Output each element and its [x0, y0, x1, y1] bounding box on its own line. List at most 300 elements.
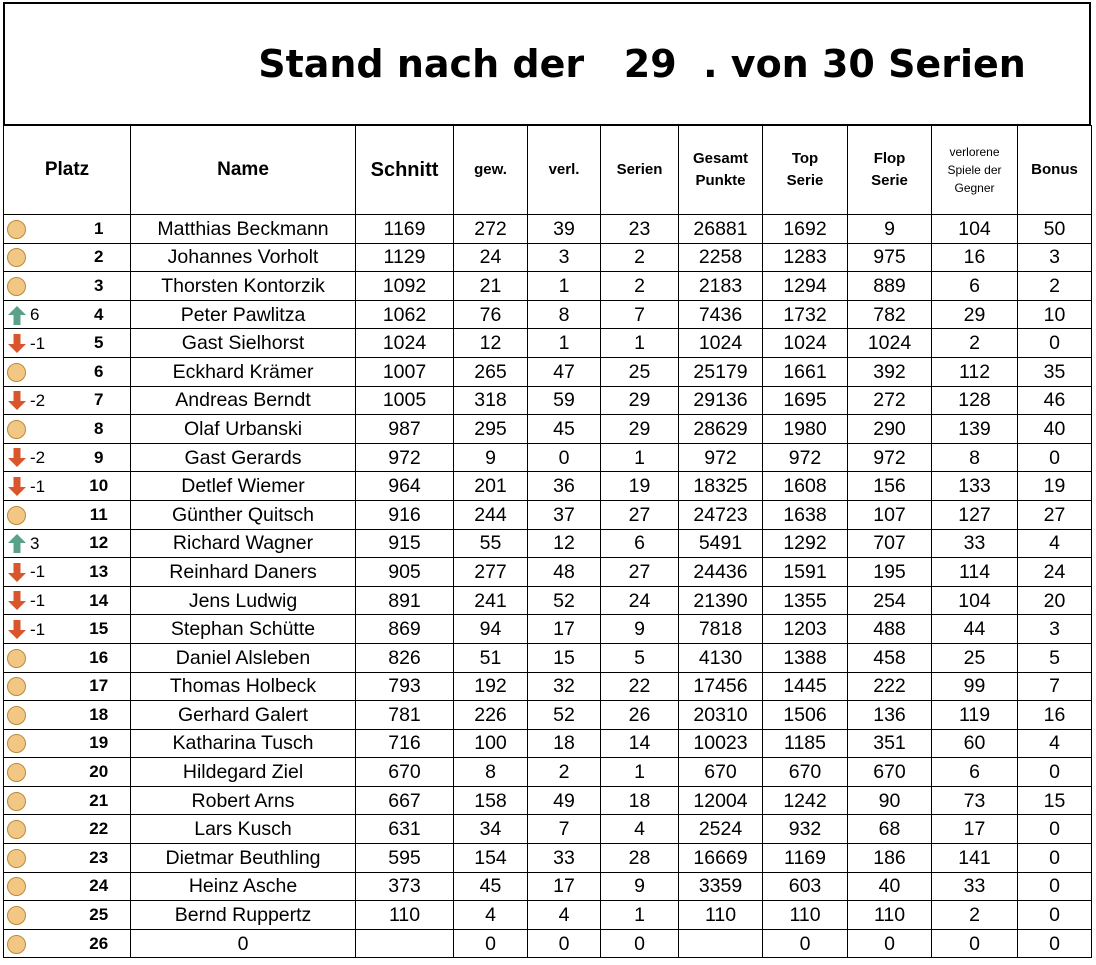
- bonus-cell: 46: [1018, 386, 1092, 415]
- rank-change: -1: [30, 333, 46, 353]
- flop-cell: 110: [848, 901, 932, 930]
- bonus-cell: 0: [1018, 329, 1092, 358]
- name-cell: Gast Sielhorst: [131, 329, 356, 358]
- trend-cell: [4, 558, 68, 587]
- trend-neutral-circle-icon: [7, 677, 26, 696]
- verlorene-cell: 139: [932, 415, 1018, 444]
- name-cell: Thorsten Kontorzik: [131, 272, 356, 301]
- verl-cell: 33: [528, 844, 601, 873]
- bonus-cell: 4: [1018, 729, 1092, 758]
- serien-cell: 9: [601, 872, 679, 901]
- verl-cell: 0: [528, 443, 601, 472]
- rank-cell: 17: [68, 672, 131, 701]
- table-row: [4, 901, 1092, 930]
- rank-cell: 26: [68, 929, 131, 958]
- serien-cell: 2: [601, 272, 679, 301]
- verlorene-cell: 99: [932, 672, 1018, 701]
- trend-cell: [4, 786, 68, 815]
- bonus-cell: 7: [1018, 672, 1092, 701]
- name-cell: Detlef Wiemer: [131, 472, 356, 501]
- verlorene-cell: 119: [932, 701, 1018, 730]
- rank-cell: 21: [68, 786, 131, 815]
- gew-cell: 55: [454, 529, 528, 558]
- trend-cell: [4, 272, 68, 301]
- verl-cell: 32: [528, 672, 601, 701]
- standings-body: [4, 215, 1092, 958]
- gesamt-cell: 670: [679, 758, 763, 787]
- trend-cell: [4, 500, 68, 529]
- bonus-cell: 0: [1018, 844, 1092, 873]
- serien-cell: 4: [601, 815, 679, 844]
- top-cell: 1732: [763, 300, 848, 329]
- schnitt-cell: 667: [356, 786, 454, 815]
- header-name: Name: [131, 126, 356, 215]
- trend-neutral-circle-icon: [7, 734, 26, 753]
- verl-cell: 36: [528, 472, 601, 501]
- title-prefix: Stand nach der: [258, 42, 624, 86]
- flop-cell: 392: [848, 357, 932, 386]
- trend-cell: [4, 901, 68, 930]
- serien-cell: 24: [601, 586, 679, 615]
- trend-neutral-circle-icon: [7, 649, 26, 668]
- table-row: [4, 272, 1092, 301]
- serien-cell: 23: [601, 215, 679, 244]
- gesamt-cell: [679, 929, 763, 958]
- schnitt-cell: 1169: [356, 215, 454, 244]
- schnitt-cell: 972: [356, 443, 454, 472]
- gew-cell: 154: [454, 844, 528, 873]
- schnitt-cell: 916: [356, 500, 454, 529]
- trend-cell: [4, 643, 68, 672]
- flop-cell: 136: [848, 701, 932, 730]
- gew-cell: 9: [454, 443, 528, 472]
- trend-cell: [4, 386, 68, 415]
- gesamt-cell: 972: [679, 443, 763, 472]
- gew-cell: 265: [454, 357, 528, 386]
- rank-change: -1: [30, 476, 46, 496]
- verlorene-cell: 17: [932, 815, 1018, 844]
- serien-cell: 1: [601, 443, 679, 472]
- name-cell: Heinz Asche: [131, 872, 356, 901]
- serien-cell: 9: [601, 615, 679, 644]
- bonus-cell: 3: [1018, 615, 1092, 644]
- trend-neutral-circle-icon: [7, 906, 26, 925]
- title-suffix: . von 30 Serien: [676, 42, 1026, 86]
- schnitt-cell: 964: [356, 472, 454, 501]
- trend-cell: [4, 529, 68, 558]
- gesamt-cell: 20310: [679, 701, 763, 730]
- schnitt-cell: 373: [356, 872, 454, 901]
- serien-cell: 6: [601, 529, 679, 558]
- bonus-cell: 4: [1018, 529, 1092, 558]
- gew-cell: 295: [454, 415, 528, 444]
- trend-neutral-circle-icon: [7, 706, 26, 725]
- verl-cell: 18: [528, 729, 601, 758]
- gesamt-cell: 29136: [679, 386, 763, 415]
- verlorene-cell: 8: [932, 443, 1018, 472]
- verl-cell: 48: [528, 558, 601, 587]
- flop-cell: 782: [848, 300, 932, 329]
- rank-cell: 16: [68, 643, 131, 672]
- top-cell: 1292: [763, 529, 848, 558]
- standings-table: [3, 125, 1092, 958]
- schnitt-cell: 915: [356, 529, 454, 558]
- verlorene-cell: 6: [932, 758, 1018, 787]
- rank-cell: 15: [68, 615, 131, 644]
- bonus-cell: 0: [1018, 901, 1092, 930]
- trend-neutral-circle-icon: [7, 849, 26, 868]
- table-row: [4, 300, 1092, 329]
- verl-cell: 47: [528, 357, 601, 386]
- schnitt-cell: 1007: [356, 357, 454, 386]
- trend-neutral-circle-icon: [7, 506, 26, 525]
- gew-cell: 24: [454, 243, 528, 272]
- rank-change: 6: [30, 305, 40, 324]
- trend-down-arrow-icon: [7, 446, 27, 468]
- table-row: [4, 529, 1092, 558]
- rank-change: -1: [30, 619, 46, 639]
- gesamt-cell: 24436: [679, 558, 763, 587]
- verlorene-cell: 127: [932, 500, 1018, 529]
- gew-cell: 45: [454, 872, 528, 901]
- gew-cell: 277: [454, 558, 528, 587]
- table-row: [4, 758, 1092, 787]
- top-cell: 1638: [763, 500, 848, 529]
- verlorene-cell: 73: [932, 786, 1018, 815]
- gew-cell: 100: [454, 729, 528, 758]
- serien-cell: 27: [601, 558, 679, 587]
- flop-cell: 975: [848, 243, 932, 272]
- serien-cell: 0: [601, 929, 679, 958]
- trend-cell: [4, 872, 68, 901]
- serien-cell: 26: [601, 701, 679, 730]
- verl-cell: 7: [528, 815, 601, 844]
- flop-cell: 156: [848, 472, 932, 501]
- trend-cell: [4, 472, 68, 501]
- flop-cell: 458: [848, 643, 932, 672]
- verl-cell: 15: [528, 643, 601, 672]
- top-cell: 1355: [763, 586, 848, 615]
- bonus-cell: 15: [1018, 786, 1092, 815]
- trend-neutral-circle-icon: [7, 792, 26, 811]
- verlorene-cell: 6: [932, 272, 1018, 301]
- name-cell: Olaf Urbanski: [131, 415, 356, 444]
- verlorene-cell: 128: [932, 386, 1018, 415]
- gesamt-cell: 3359: [679, 872, 763, 901]
- serien-cell: 18: [601, 786, 679, 815]
- table-row: [4, 872, 1092, 901]
- table-row: [4, 386, 1092, 415]
- table-row: [4, 357, 1092, 386]
- rank-change: -1: [30, 590, 46, 610]
- flop-cell: 68: [848, 815, 932, 844]
- header-bonus: Bonus: [1018, 126, 1092, 215]
- flop-cell: 272: [848, 386, 932, 415]
- name-cell: Matthias Beckmann: [131, 215, 356, 244]
- verlorene-cell: 16: [932, 243, 1018, 272]
- flop-cell: 351: [848, 729, 932, 758]
- bonus-cell: 0: [1018, 443, 1092, 472]
- trend-cell: [4, 929, 68, 958]
- top-cell: 670: [763, 758, 848, 787]
- top-cell: 110: [763, 901, 848, 930]
- serien-cell: 29: [601, 415, 679, 444]
- gew-cell: 94: [454, 615, 528, 644]
- schnitt-cell: 670: [356, 758, 454, 787]
- schnitt-cell: [356, 929, 454, 958]
- serien-cell: 29: [601, 386, 679, 415]
- gesamt-cell: 26881: [679, 215, 763, 244]
- gew-cell: 318: [454, 386, 528, 415]
- top-cell: 1661: [763, 357, 848, 386]
- trend-cell: [4, 243, 68, 272]
- gew-cell: 272: [454, 215, 528, 244]
- verl-cell: 3: [528, 243, 601, 272]
- rank-cell: 11: [68, 500, 131, 529]
- verlorene-cell: 33: [932, 529, 1018, 558]
- gesamt-cell: 7818: [679, 615, 763, 644]
- serien-cell: 28: [601, 844, 679, 873]
- gew-cell: 192: [454, 672, 528, 701]
- verlorene-cell: 141: [932, 844, 1018, 873]
- trend-neutral-circle-icon: [7, 763, 26, 782]
- top-cell: 1203: [763, 615, 848, 644]
- table-row: [4, 844, 1092, 873]
- table-row: [4, 472, 1092, 501]
- schnitt-cell: 716: [356, 729, 454, 758]
- trend-cell: [4, 701, 68, 730]
- top-cell: 1591: [763, 558, 848, 587]
- verl-cell: 12: [528, 529, 601, 558]
- top-cell: 0: [763, 929, 848, 958]
- trend-neutral-circle-icon: [7, 877, 26, 896]
- flop-cell: 1024: [848, 329, 932, 358]
- table-row: [4, 672, 1092, 701]
- schnitt-cell: 595: [356, 844, 454, 873]
- verl-cell: 52: [528, 586, 601, 615]
- trend-neutral-circle-icon: [7, 420, 26, 439]
- gesamt-cell: 18325: [679, 472, 763, 501]
- verl-cell: 4: [528, 901, 601, 930]
- flop-cell: 972: [848, 443, 932, 472]
- header-verlorene-spiele: verlorene Spiele der Gegner: [932, 126, 1018, 215]
- trend-cell: [4, 729, 68, 758]
- serien-cell: 19: [601, 472, 679, 501]
- serien-cell: 1: [601, 901, 679, 930]
- gesamt-cell: 25179: [679, 357, 763, 386]
- top-cell: 1608: [763, 472, 848, 501]
- bonus-cell: 27: [1018, 500, 1092, 529]
- rank-cell: 1: [68, 215, 131, 244]
- gew-cell: 244: [454, 500, 528, 529]
- rank-cell: 4: [68, 300, 131, 329]
- schnitt-cell: 1062: [356, 300, 454, 329]
- trend-down-arrow-icon: [7, 475, 27, 497]
- table-row: [4, 786, 1092, 815]
- schnitt-cell: 987: [356, 415, 454, 444]
- bonus-cell: 19: [1018, 472, 1092, 501]
- gesamt-cell: 2258: [679, 243, 763, 272]
- flop-cell: 195: [848, 558, 932, 587]
- table-row: [4, 443, 1092, 472]
- trend-down-arrow-icon: [7, 618, 27, 640]
- top-cell: 1506: [763, 701, 848, 730]
- gew-cell: 0: [454, 929, 528, 958]
- name-cell: Robert Arns: [131, 786, 356, 815]
- verl-cell: 49: [528, 786, 601, 815]
- gew-cell: 201: [454, 472, 528, 501]
- page-title: [3, 2, 1091, 126]
- gesamt-cell: 21390: [679, 586, 763, 615]
- bonus-cell: 40: [1018, 415, 1092, 444]
- header-verl: verl.: [528, 126, 601, 215]
- header-flop-serie: Flop Serie: [848, 126, 932, 215]
- name-cell: Lars Kusch: [131, 815, 356, 844]
- trend-neutral-circle-icon: [7, 248, 26, 267]
- rank-cell: 2: [68, 243, 131, 272]
- gew-cell: 241: [454, 586, 528, 615]
- gesamt-cell: 4130: [679, 643, 763, 672]
- rank-cell: 3: [68, 272, 131, 301]
- trend-neutral-circle-icon: [7, 363, 26, 382]
- trend-cell: [4, 357, 68, 386]
- rank-cell: 6: [68, 357, 131, 386]
- serien-cell: 1: [601, 758, 679, 787]
- flop-cell: 670: [848, 758, 932, 787]
- flop-cell: 290: [848, 415, 932, 444]
- rank-cell: 9: [68, 443, 131, 472]
- name-cell: Gerhard Galert: [131, 701, 356, 730]
- verlorene-cell: 2: [932, 901, 1018, 930]
- bonus-cell: 0: [1018, 815, 1092, 844]
- name-cell: Thomas Holbeck: [131, 672, 356, 701]
- verl-cell: 0: [528, 929, 601, 958]
- gew-cell: 8: [454, 758, 528, 787]
- verlorene-cell: 133: [932, 472, 1018, 501]
- flop-cell: 254: [848, 586, 932, 615]
- rank-cell: 24: [68, 872, 131, 901]
- gesamt-cell: 17456: [679, 672, 763, 701]
- verl-cell: 1: [528, 272, 601, 301]
- verlorene-cell: 33: [932, 872, 1018, 901]
- header-schnitt: Schnitt: [356, 126, 454, 215]
- name-cell: Dietmar Beuthling: [131, 844, 356, 873]
- rank-cell: 23: [68, 844, 131, 873]
- rank-cell: 22: [68, 815, 131, 844]
- verlorene-cell: 0: [932, 929, 1018, 958]
- standings-sheet: [3, 2, 1091, 958]
- top-cell: 1185: [763, 729, 848, 758]
- verl-cell: 45: [528, 415, 601, 444]
- trend-down-arrow-icon: [7, 389, 27, 411]
- gesamt-cell: 24723: [679, 500, 763, 529]
- gesamt-cell: 7436: [679, 300, 763, 329]
- name-cell: 0: [131, 929, 356, 958]
- rank-cell: 8: [68, 415, 131, 444]
- rank-cell: 14: [68, 586, 131, 615]
- schnitt-cell: 1129: [356, 243, 454, 272]
- top-cell: 1242: [763, 786, 848, 815]
- verl-cell: 8: [528, 300, 601, 329]
- header-gew: gew.: [454, 126, 528, 215]
- gesamt-cell: 10023: [679, 729, 763, 758]
- schnitt-cell: 1024: [356, 329, 454, 358]
- serien-cell: 1: [601, 329, 679, 358]
- table-row: [4, 615, 1092, 644]
- rank-cell: 18: [68, 701, 131, 730]
- gesamt-cell: 5491: [679, 529, 763, 558]
- flop-cell: 0: [848, 929, 932, 958]
- gew-cell: 158: [454, 786, 528, 815]
- bonus-cell: 10: [1018, 300, 1092, 329]
- trend-cell: [4, 758, 68, 787]
- name-cell: Stephan Schütte: [131, 615, 356, 644]
- schnitt-cell: 826: [356, 643, 454, 672]
- schnitt-cell: 1005: [356, 386, 454, 415]
- trend-neutral-circle-icon: [7, 935, 26, 954]
- table-row: [4, 729, 1092, 758]
- table-row: [4, 643, 1092, 672]
- name-cell: Hildegard Ziel: [131, 758, 356, 787]
- trend-cell: [4, 672, 68, 701]
- trend-down-arrow-icon: [7, 589, 27, 611]
- gesamt-cell: 12004: [679, 786, 763, 815]
- flop-cell: 9: [848, 215, 932, 244]
- name-cell: Bernd Ruppertz: [131, 901, 356, 930]
- name-cell: Richard Wagner: [131, 529, 356, 558]
- header-platz: Platz: [4, 126, 131, 215]
- name-cell: Jens Ludwig: [131, 586, 356, 615]
- serien-cell: 27: [601, 500, 679, 529]
- verl-cell: 59: [528, 386, 601, 415]
- verlorene-cell: 104: [932, 215, 1018, 244]
- verlorene-cell: 44: [932, 615, 1018, 644]
- verl-cell: 52: [528, 701, 601, 730]
- gew-cell: 226: [454, 701, 528, 730]
- rank-cell: 5: [68, 329, 131, 358]
- gesamt-cell: 1024: [679, 329, 763, 358]
- gew-cell: 12: [454, 329, 528, 358]
- header-gesamt-punkte: Gesamt Punkte: [679, 126, 763, 215]
- schnitt-cell: 905: [356, 558, 454, 587]
- bonus-cell: 0: [1018, 758, 1092, 787]
- gesamt-cell: 110: [679, 901, 763, 930]
- schnitt-cell: 869: [356, 615, 454, 644]
- bonus-cell: 5: [1018, 643, 1092, 672]
- trend-cell: [4, 815, 68, 844]
- verlorene-cell: 29: [932, 300, 1018, 329]
- table-row: [4, 500, 1092, 529]
- serien-cell: 22: [601, 672, 679, 701]
- trend-cell: [4, 443, 68, 472]
- top-cell: 1695: [763, 386, 848, 415]
- top-cell: 1980: [763, 415, 848, 444]
- gesamt-cell: 16669: [679, 844, 763, 873]
- gesamt-cell: 2524: [679, 815, 763, 844]
- flop-cell: 90: [848, 786, 932, 815]
- verl-cell: 1: [528, 329, 601, 358]
- name-cell: Reinhard Daners: [131, 558, 356, 587]
- bonus-cell: 24: [1018, 558, 1092, 587]
- bonus-cell: 0: [1018, 929, 1092, 958]
- bonus-cell: 2: [1018, 272, 1092, 301]
- flop-cell: 186: [848, 844, 932, 873]
- table-row: [4, 815, 1092, 844]
- bonus-cell: 3: [1018, 243, 1092, 272]
- gew-cell: 34: [454, 815, 528, 844]
- table-row: [4, 929, 1092, 958]
- name-cell: Johannes Vorholt: [131, 243, 356, 272]
